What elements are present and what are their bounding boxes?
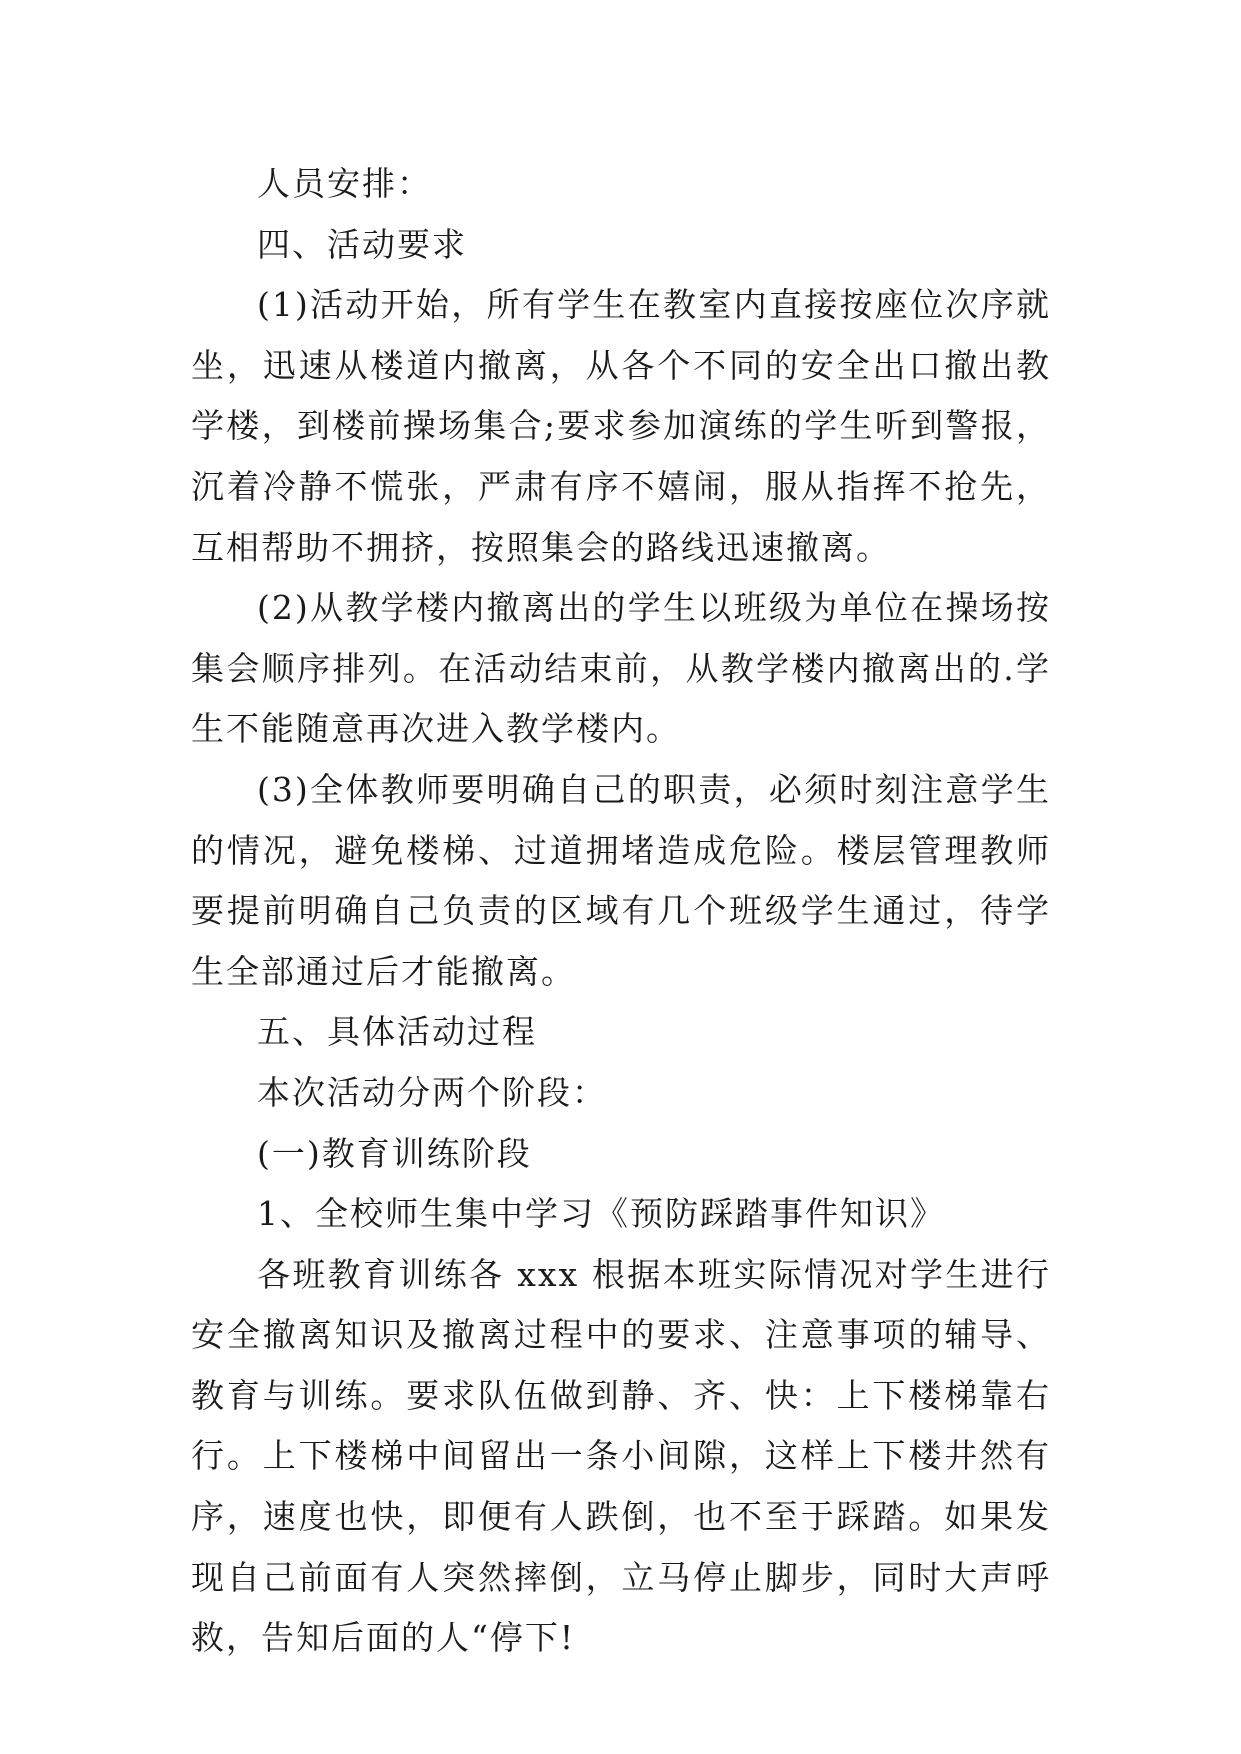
paragraph-requirement-2: (2)从教学楼内撤离出的学生以班级为单位在操场按集会顺序排列。在活动结束前，从教学楼内撤离出的.学生不能随意再次进入教学楼内。 <box>191 588 1051 749</box>
paragraph-two-stages: 本次活动分两个阶段： <box>257 1072 607 1112</box>
heading-activity-requirements: 四、活动要求 <box>257 224 467 264</box>
paragraph-requirement-1: (1)活动开始，所有学生在教室内直接按座位次序就坐，迅速从楼道内撤离，从各个不同的安全出口撤出教学楼，到楼前操场集合;要求参加演练的学生听到警报，沉着冷静不慌张，严肃有序不嬉闹，服从指挥不抢先，互相帮助不拥挤，按照集会的路线迅速撤离。 <box>191 285 1051 567</box>
document-body <box>191 154 1051 1669</box>
paragraph-class-training: 各班教育训练各 xxx 根据本班实际情况对学生进行安全撤离知识及撤离过程中的要求、注意事项的辅导、教育与训练。要求队伍做到静、齐、快：上下楼梯靠右行。上下楼梯中间留出一条小间隙，这样上下楼井然有序，速度也快，即便有人跌倒，也不至于踩踏。如果发现自己前面有人突然摔倒，立马停止脚步，同时大声呼救，告知后面的人“停下! <box>191 1254 1051 1658</box>
paragraph-requirement-3: (3)全体教师要明确自己的职责，必须时刻注意学生的情况，避免楼梯、过道拥堵造成危险。楼层管理教师要提前明确自己负责的区域有几个班级学生通过，待学生全部通过后才能撤离。 <box>191 769 1051 991</box>
heading-study-item-1: 1、全校师生集中学习《预防踩踏事件知识》 <box>257 1194 945 1234</box>
paragraph-personnel-arrangement: 人员安排： <box>257 164 432 203</box>
heading-education-training-stage: (一)教育训练阶段 <box>257 1133 532 1173</box>
heading-activity-process: 五、具体活动过程 <box>257 1012 537 1052</box>
